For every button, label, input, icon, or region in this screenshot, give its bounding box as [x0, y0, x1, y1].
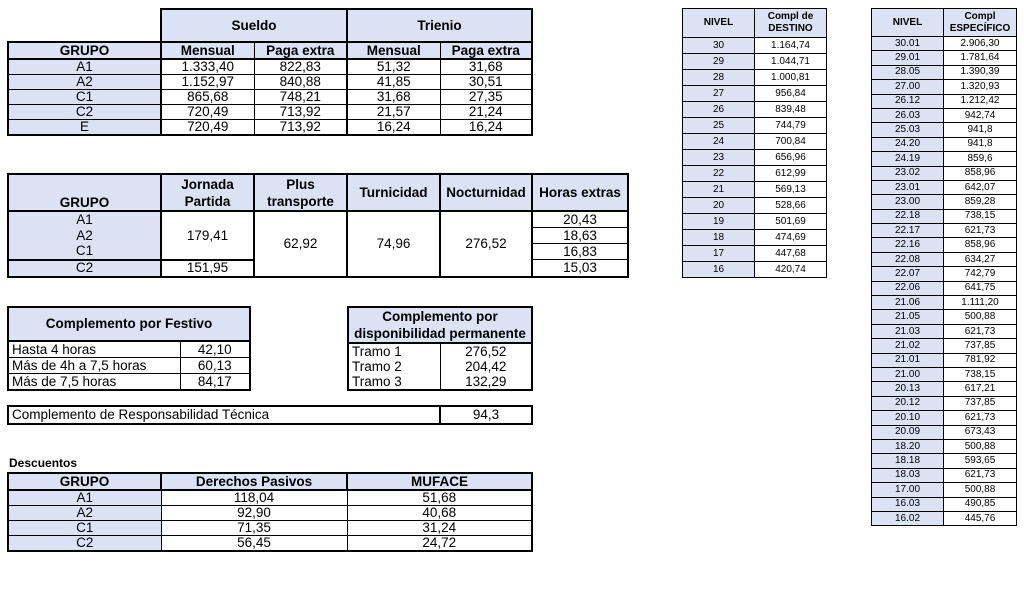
table-row: 28 1.000,81 — [683, 70, 827, 86]
table-row: 26.12 1.212,42 — [872, 94, 1017, 108]
sueldo-table — [7, 8, 533, 136]
col-muface: MUFACE — [347, 473, 532, 490]
plus-table — [7, 173, 629, 278]
table-row: 20.09 673,43 — [872, 425, 1017, 439]
table-row: 16 420,74 — [683, 262, 827, 278]
table-row: 24.20 941,8 — [872, 137, 1017, 151]
col-sueldo-paga-extra: Paga extra — [254, 42, 347, 59]
descuentos-table — [7, 472, 533, 552]
table-row: A1 179,41 62,92 74,96 276,52 20,43 — [8, 211, 628, 228]
table-row: 26 839,48 — [683, 102, 827, 118]
table-row: 22.06 641,75 — [872, 281, 1017, 295]
destino-table — [682, 8, 827, 278]
table-row: 23.02 858,96 — [872, 166, 1017, 180]
col-grupo: GRUPO — [8, 42, 161, 59]
table-row: 20.12 737,85 — [872, 396, 1017, 410]
table-row: 21 569,13 — [683, 182, 827, 198]
table-row: Tramo 3 132,29 — [348, 374, 532, 390]
header-trienio: Trienio — [347, 9, 532, 42]
table-row: 23 656,96 — [683, 150, 827, 166]
table-row: 24.19 859,6 — [872, 152, 1017, 166]
nocturnidad-value: 276,52 — [440, 211, 532, 277]
col-grupo: GRUPO — [8, 174, 161, 211]
descuentos-title: Descuentos — [9, 456, 78, 470]
col-compl-especifico: Compl ESPECÍFICO — [944, 9, 1017, 37]
table-row: 20 528,66 — [683, 198, 827, 214]
table-row: 20.13 617,21 — [872, 382, 1017, 396]
transporte-value: 62,92 — [254, 211, 347, 277]
table-row: 22.08 634,27 — [872, 252, 1017, 266]
disponibilidad-title: Complemento por disponibilidad permanente — [348, 307, 532, 343]
table-row: C1 865,68 748,21 31,68 27,35 — [8, 90, 532, 105]
disponibilidad-table — [347, 306, 533, 391]
responsabilidad-label: Complemento de Responsabilidad Técnica — [8, 406, 440, 424]
table-row: 30 1.164,74 — [683, 38, 827, 54]
festivo-title: Complemento por Festivo — [8, 307, 250, 341]
table-row: 18.20 500,88 — [872, 439, 1017, 453]
table-row: 21.03 621,73 — [872, 324, 1017, 338]
table-row: 21.05 500,88 — [872, 310, 1017, 324]
table-row: 16.03 490,85 — [872, 497, 1017, 511]
col-turnicidad: Turnicidad — [347, 174, 440, 211]
table-row: A2 18,63 — [8, 228, 628, 244]
festivo-table — [7, 306, 251, 391]
table-row: 29 1.044,71 — [683, 54, 827, 70]
table-row: 21.02 737,85 — [872, 339, 1017, 353]
col-sueldo-mensual: Mensual — [161, 42, 254, 59]
jornada-c2-value: 151,95 — [161, 260, 254, 277]
especifico-table — [871, 8, 1017, 526]
col-grupo: GRUPO — [8, 473, 161, 490]
table-row: 18 474,69 — [683, 230, 827, 246]
table-row: C2 151,95 15,03 — [8, 260, 628, 277]
table-row: A2 92,90 40,68 — [8, 506, 532, 521]
col-compl-destino: Compl de DESTINO — [755, 9, 827, 38]
table-row: A1 1.333,40 822,83 51,32 31,68 — [8, 59, 532, 75]
table-row: 29.01 1.781,64 — [872, 51, 1017, 65]
table-row: 18.03 621,73 — [872, 468, 1017, 482]
responsabilidad-table — [7, 405, 533, 425]
table-row: 21.00 738,15 — [872, 367, 1017, 381]
col-derechos-pasivos: Derechos Pasivos — [161, 473, 347, 490]
table-row: E 720,49 713,92 16,24 16,24 — [8, 120, 532, 136]
col-trienio-mensual: Mensual — [347, 42, 440, 59]
responsabilidad-value: 94,3 — [440, 406, 532, 424]
table-row: C2 720,49 713,92 21,57 21,24 — [8, 105, 532, 120]
table-row: C1 16,83 — [8, 244, 628, 260]
table-row: C1 71,35 31,24 — [8, 521, 532, 536]
table-row: 16.02 445,76 — [872, 511, 1017, 525]
table-row: Tramo 1 276,52 — [348, 343, 532, 359]
table-row: 22.16 858,96 — [872, 238, 1017, 252]
table-row: C2 56,45 24,72 — [8, 536, 532, 552]
table-row: 22.18 738,15 — [872, 209, 1017, 223]
table-row: 22.07 742,79 — [872, 267, 1017, 281]
table-row: 22 612,99 — [683, 166, 827, 182]
table-row: 22.17 621,73 — [872, 224, 1017, 238]
turnicidad-value: 74,96 — [347, 211, 440, 277]
table-row: 20.10 621,73 — [872, 411, 1017, 425]
table-row: Más de 4h a 7,5 horas 60,13 — [8, 358, 250, 374]
table-row: 24 700,84 — [683, 134, 827, 150]
jornada-a-value: 179,41 — [161, 211, 254, 260]
table-row: 18.18 593,65 — [872, 454, 1017, 468]
table-row: Tramo 2 204,42 — [348, 359, 532, 374]
table-row: 21.01 781,92 — [872, 353, 1017, 367]
table-row: A1 118,04 51,68 — [8, 490, 532, 506]
table-row: 21.06 1.111,20 — [872, 296, 1017, 310]
table-row: 27.00 1.320,93 — [872, 80, 1017, 94]
table-row: 28.05 1.390,39 — [872, 65, 1017, 79]
table-row: 23.01 642,07 — [872, 180, 1017, 194]
table-row: 25.03 941,8 — [872, 123, 1017, 137]
header-sueldo: Sueldo — [161, 9, 347, 42]
col-jornada-partida: Jornada Partida — [161, 174, 254, 211]
col-nocturnidad: Nocturnidad — [440, 174, 532, 211]
table-row: 30.01 2.906,30 — [872, 37, 1017, 51]
table-row: 19 501,69 — [683, 214, 827, 230]
table-row: A2 1.152,97 840,88 41,85 30,51 — [8, 75, 532, 90]
col-horas-extras: Horas extras — [532, 174, 628, 211]
col-nivel: NIVEL — [683, 9, 755, 38]
col-plus-transporte: Plus transporte — [254, 174, 347, 211]
table-row: 17.00 500,88 — [872, 483, 1017, 497]
col-nivel: NIVEL — [872, 9, 944, 37]
table-row: 25 744,79 — [683, 118, 827, 134]
table-row: 27 956,84 — [683, 86, 827, 102]
table-row: Más de 7,5 horas 84,17 — [8, 374, 250, 391]
table-row: 26.03 942,74 — [872, 108, 1017, 122]
col-trienio-paga-extra: Paga extra — [440, 42, 532, 59]
table-row: 17 447,68 — [683, 246, 827, 262]
table-row: 23.00 859,28 — [872, 195, 1017, 209]
table-row: Hasta 4 horas 42,10 — [8, 341, 250, 358]
